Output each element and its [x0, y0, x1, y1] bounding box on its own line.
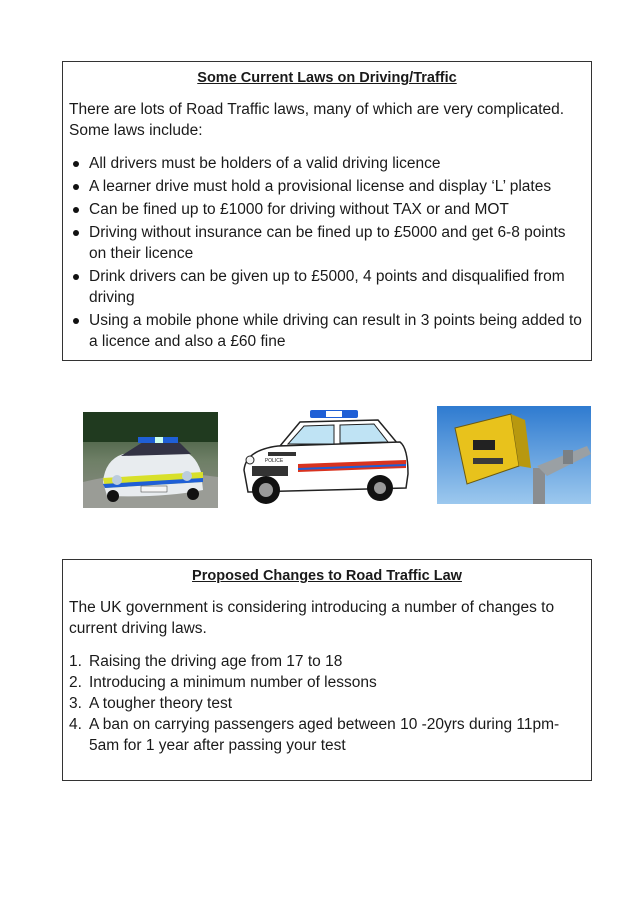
list-item: Using a mobile phone while driving can result in 3 points being added to a licence and also a £60 fine: [69, 310, 585, 352]
list-item: 3. A tougher theory test: [69, 695, 233, 712]
police-car-illustration-graphic: [238, 408, 410, 508]
list-item: 1. Raising the driving age from 17 to 18: [69, 653, 343, 670]
police-label: POLICE: [264, 458, 284, 464]
list-item: All drivers must be holders of a valid driving licence: [69, 153, 585, 174]
proposed-changes-box: [62, 559, 592, 781]
list-item: Can be fined up to £1000 for driving without TAX or and MOT: [69, 199, 585, 220]
proposed-changes-list: [69, 651, 585, 756]
current-laws-title: Some Current Laws on Driving/Traffic: [197, 70, 457, 86]
bullet-icon: [73, 274, 79, 280]
list-item: Drink drivers can be given up to £5000, 4 points and disqualified from driving: [69, 266, 585, 308]
bullet-icon: [73, 161, 79, 167]
list-item: Driving without insurance can be fined up to £5000 and get 6-8 points on their licence: [69, 222, 585, 264]
bullet-icon: [73, 207, 79, 213]
list-item: A learner drive must hold a provisional license and display ‘L’ plates: [69, 176, 585, 197]
current-laws-list: [69, 153, 585, 352]
proposed-changes-intro: The UK government is considering introducing a number of changes to current driving laws.: [69, 599, 555, 637]
speed-camera-photo: [437, 406, 591, 504]
proposed-changes-title: Proposed Changes to Road Traffic Law: [192, 568, 462, 584]
current-laws-intro: There are lots of Road Traffic laws, many of which are very complicated. Some laws include:: [69, 101, 565, 139]
police-car-photo-graphic: [83, 412, 218, 508]
police-car-photo: [83, 412, 218, 508]
list-item: 4. A ban on carrying passengers aged between 10 -20yrs during 11pm-5am for 1 year after passing your test: [69, 716, 560, 754]
police-car-illustration: [238, 408, 410, 508]
bullet-icon: [73, 230, 79, 236]
list-item: 2. Introducing a minimum number of lessons: [69, 674, 377, 691]
current-laws-box: [62, 61, 592, 361]
speed-camera-graphic: [437, 406, 591, 504]
bullet-icon: [73, 318, 79, 324]
bullet-icon: [73, 184, 79, 190]
